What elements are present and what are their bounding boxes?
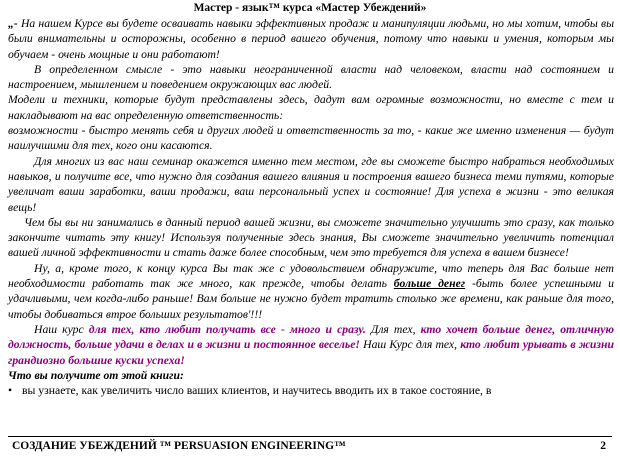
bullet-icon: • — [8, 384, 13, 398]
page-number: 2 — [600, 440, 606, 452]
paragraph-seminar: Для многих из вас наш семинар окажется именно тем местом, где вы сможете быстро набраться необходимых навыков, и получите все, что нужно для создания вашего влияния и построения вашего бизнеса теми путями, которые увеличат ваши заработки, ваши продажи, ваш персональный успех и состояние! Для успеха в жизни - это великая вещь! — [8, 154, 614, 214]
paragraph-power: В определенном смысле - это навыки неограниченной власти над человеком, власти над состоянием и настроением, мышлением и поведением окружающих вас людей. — [8, 62, 614, 92]
more-money-emphasis: больше денег — [393, 277, 466, 291]
for-whom-a: Наш курс — [34, 322, 89, 336]
footer-title: СОЗДАНИЕ УБЕЖДЕНИЙ ™ PERSUASION ENGINEERING™ — [12, 440, 346, 452]
for-whom-highlight-3: кто любит урывать в жизни грандиозно большие куски успеха! — [8, 338, 614, 367]
document-body — [8, 16, 614, 398]
footer-divider — [8, 436, 612, 437]
paragraph-opportunities: возможности - быстро менять себя и других людей и ответственность за то, - какие же именно изменения — будут наилучшими для тех, кого они касаются. — [8, 124, 614, 153]
for-whom-e: Наш Курс для тех, — [359, 338, 461, 352]
section-heading: Что вы получите от этой книги: — [8, 368, 184, 382]
quote-open: „- — [8, 17, 21, 30]
for-whom-highlight-2: кто хочет больше денег, отличную должность, больше удачи в делах и в жизни и постоянное веселье! — [8, 322, 614, 352]
more-money-before: Ну, а, кроме того, к концу курса Вы так же с удовольствием обнаружите, что теперь для Вас больше нет необходимости работать так же много, как прежде, чтобы делать — [8, 261, 614, 291]
paragraph-intro-text: На нашем Курсе вы будете осваивать навыки эффективных продаж и манипуляции людьми, но мы хотим, чтобы вы были внимательны и осторожны, особенно в период вашего обучения, потому что навыки и умения, которым мы обучаем - очень мощные и они работают! — [8, 17, 614, 61]
for-whom-highlight-1: для тех, кто любит получать все - много и сразу. — [88, 322, 366, 336]
paragraph-intro — [8, 16, 614, 62]
page-title: Мастер - язык™ курса «Мастер Убеждений» — [193, 2, 427, 14]
list-item-text: вы узнаете, как увеличить число ваших клиентов, и научитесь вводить их в такое состояние, в — [22, 384, 492, 398]
paragraph-for-whom — [8, 322, 614, 368]
for-whom-c: Для тех, — [365, 322, 421, 336]
paragraph-improve: Чем бы вы ни занимались в данный период вашей жизни, вы сможете значительно улучшить это сразу, как только закончите читать эту книгу! Используя полученные здесь знания, Вы сможете значительно увеличить потенциал вашей личной эффективности и стать даже более способным, чем это требуется для успеха в вашем бизнесе! — [8, 215, 614, 260]
paragraph-more-money — [8, 261, 614, 322]
more-money-after: -быть более успешными и удачливыми, чем когда-либо раньше! Вам больше не нужно будет тратить столько же времени, как раньше для того, чтобы добиваться втрое больших результатов'!!! — [8, 277, 614, 321]
paragraph-models: Модели и техники, которые будут представлены здесь, дадут вам огромные возможности, но вместе с тем и накладывают на вас определенную ответственность: — [8, 93, 614, 122]
list-item — [8, 383, 614, 398]
